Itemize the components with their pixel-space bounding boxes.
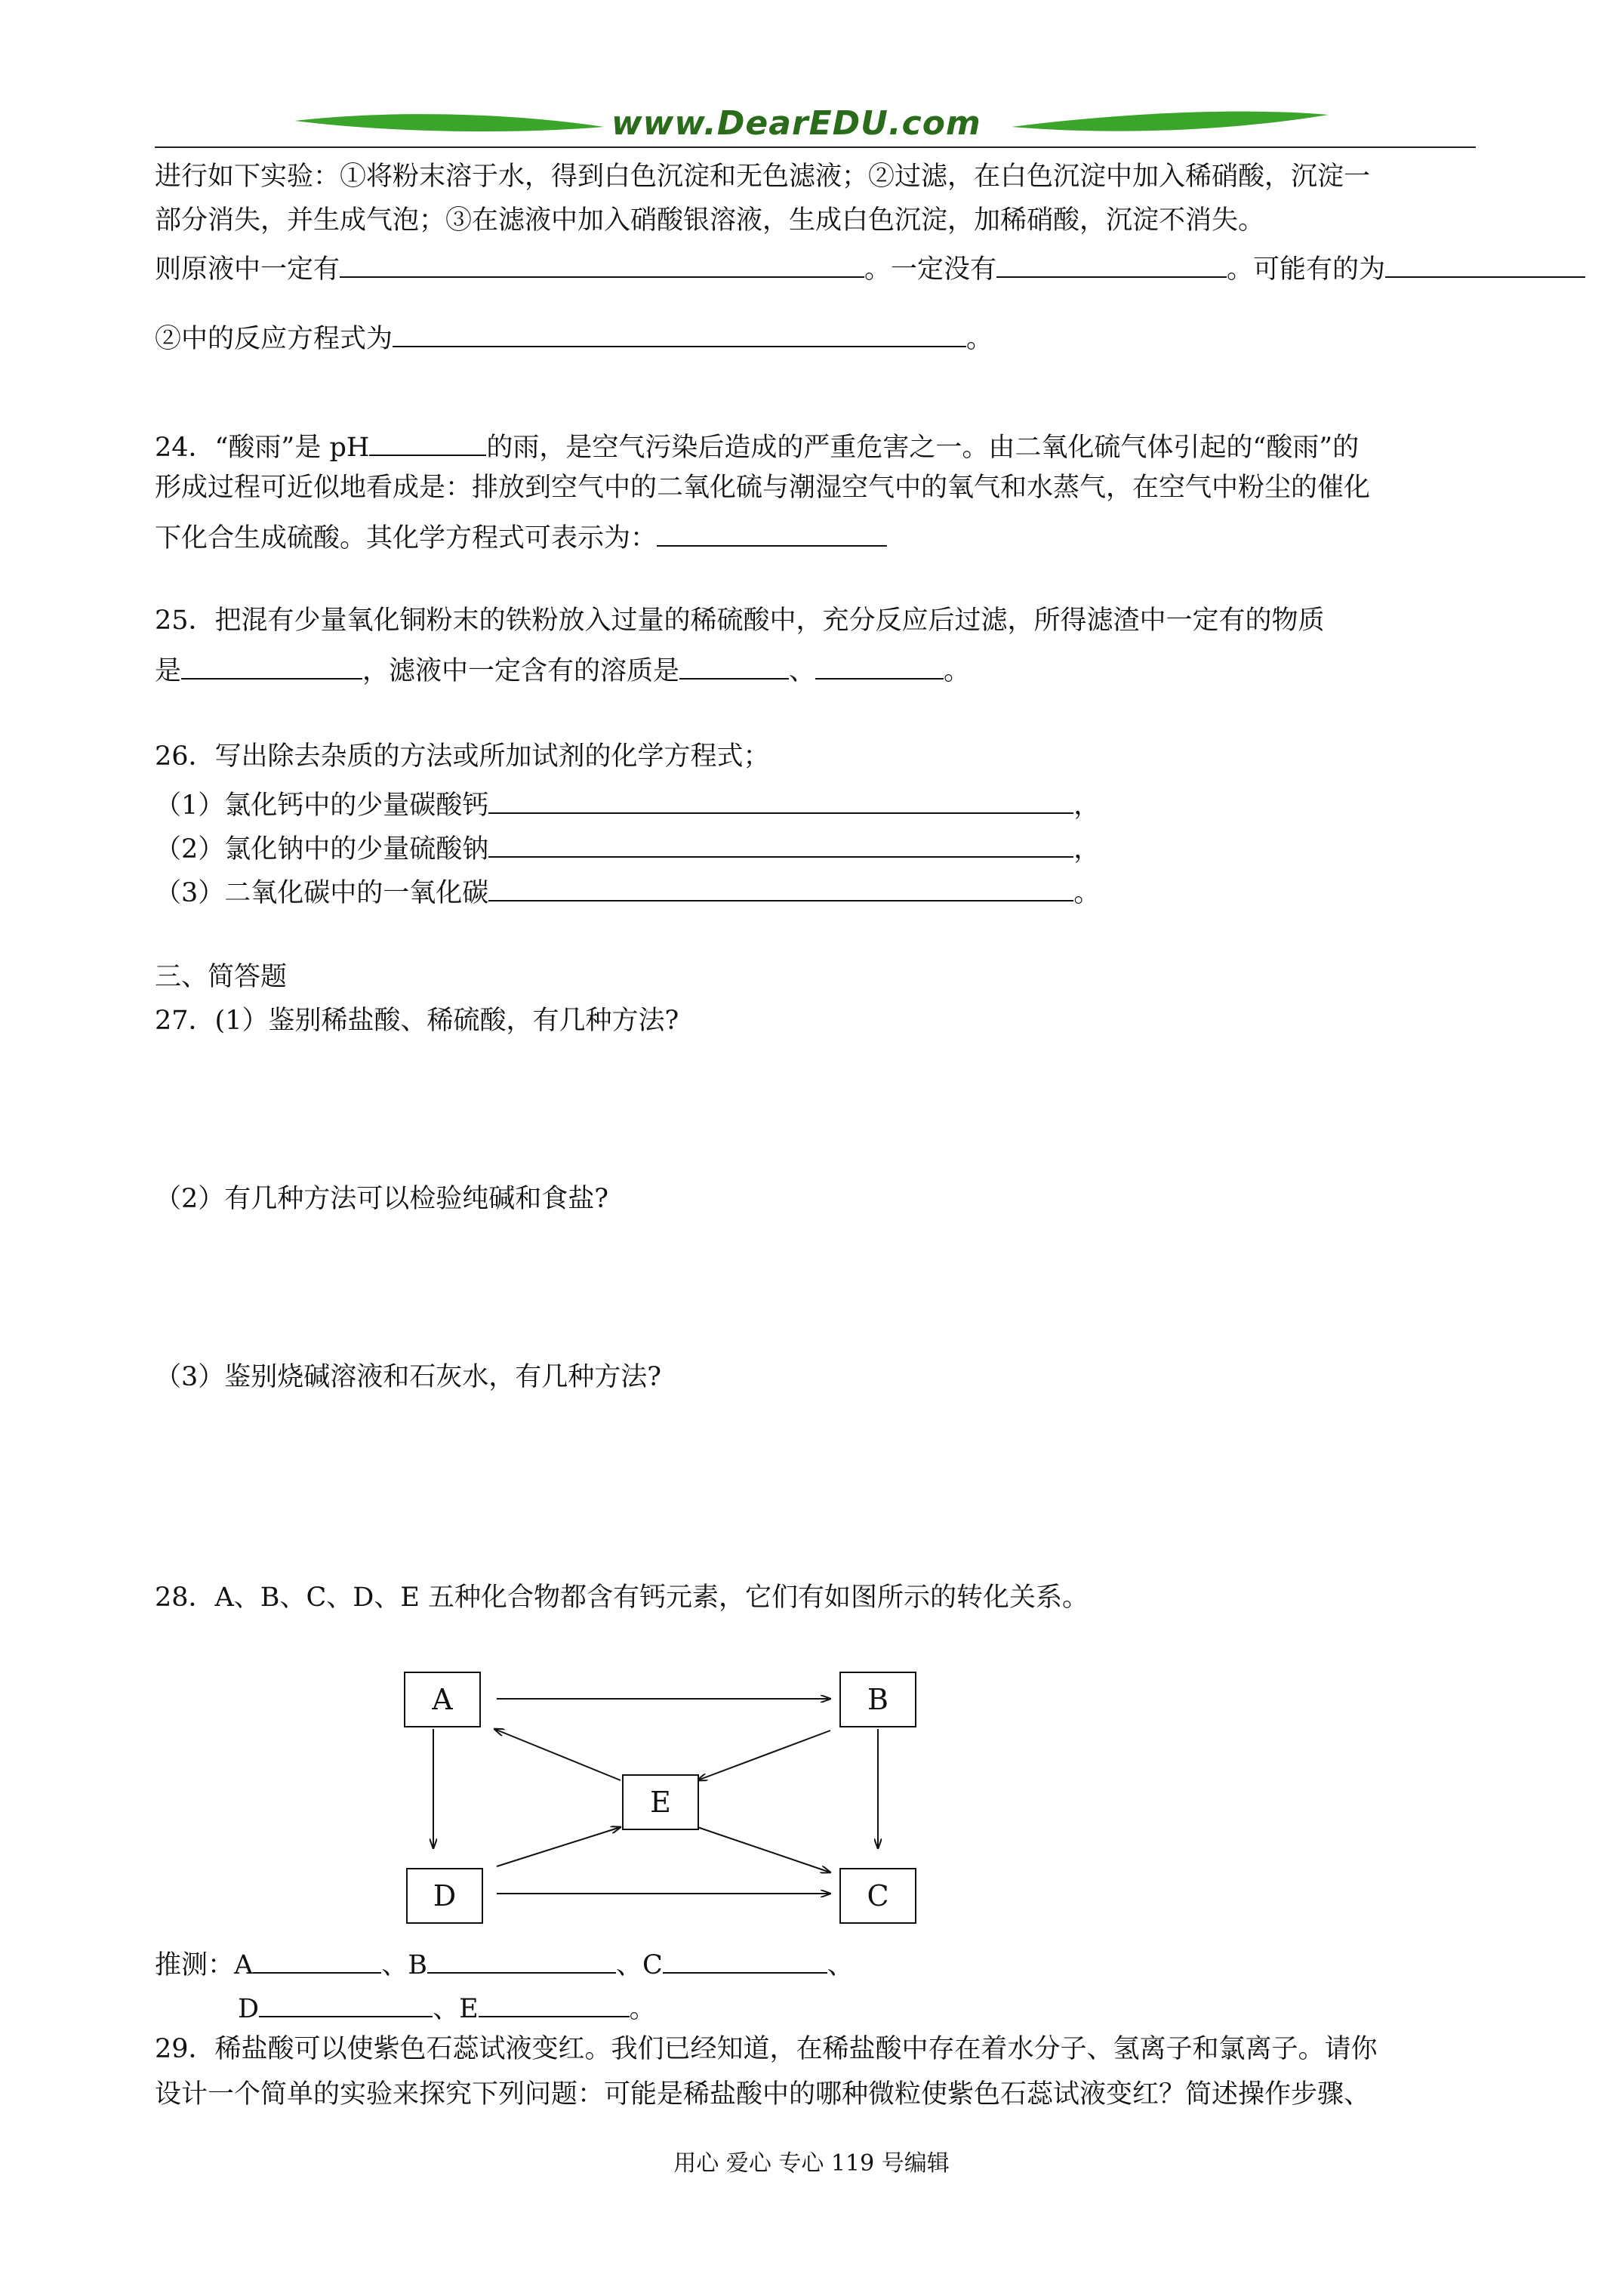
q25-text-a: 是	[155, 656, 182, 686]
q27-part2: （2）有几种方法可以检验纯碱和食盐?	[155, 1184, 609, 1214]
q23-line1: 进行如下实验：①将粉末溶于水，得到白色沉淀和无色滤液；②过滤，在白色沉淀中加入稀硝酸，沉淀一	[155, 162, 1371, 192]
q23-line3	[155, 246, 1585, 288]
answer-blank[interactable]	[259, 1986, 433, 2017]
q23-eq-label: ②中的反应方程式为	[155, 324, 393, 354]
section-heading: 三、简答题	[155, 962, 288, 992]
answer-blank[interactable]	[488, 782, 1073, 814]
answer-blank[interactable]	[369, 424, 486, 456]
q28-title: 28．A、B、C、D、E 五种化合物都含有钙元素，它们有如图所示的转化关系。	[155, 1583, 1089, 1613]
q29-line1: 29．稀盐酸可以使紫色石蕊试液变红。我们已经知道，在稀盐酸中存在着水分子、氢离子和氯离子。请你	[155, 2034, 1378, 2064]
comma: ，	[1073, 791, 1101, 821]
q26-item2	[155, 826, 1100, 868]
q24-text-c: 下化合生成硫酸。其化学方程式可表示为：	[155, 523, 658, 553]
q24-line2: 形成过程可近似地看成是：排放到空气中的二氧化硫与潮湿空气中的氧气和水蒸气，在空气中粉尘的催化	[155, 473, 1371, 503]
q23-line2: 部分消失，并生成气泡；③在滤液中加入硝酸银溶液，生成白色沉淀，加稀硝酸，沉淀不消失。	[155, 205, 1265, 236]
q26-item2-text: （2）氯化钠中的少量硫酸钠	[155, 834, 489, 864]
node-d: D	[406, 1868, 483, 1924]
q29-line2: 设计一个简单的实验来探究下列问题：可能是稀盐酸中的哪种微粒使紫色石蕊试液变红？简述操作步骤、	[155, 2079, 1371, 2110]
comma: ，	[1073, 834, 1101, 864]
node-e: E	[622, 1774, 699, 1830]
q23-line4	[155, 316, 993, 357]
q23-text-a: 则原液中一定有	[155, 254, 340, 285]
q26-item3	[155, 870, 1100, 911]
answer-blank[interactable]	[427, 1942, 616, 1974]
q25-line2	[155, 648, 970, 689]
q24-line3	[155, 515, 887, 556]
arrow-e-a	[494, 1729, 621, 1780]
q28-guess-line1	[155, 1942, 854, 1983]
answer-blank[interactable]	[479, 1986, 630, 2017]
arrow-e-c	[698, 1827, 830, 1872]
q23-text-c: 。可能有的为	[1227, 254, 1386, 285]
answer-blank[interactable]	[679, 648, 789, 680]
node-b: B	[839, 1672, 916, 1727]
header-banner	[0, 0, 1623, 159]
q27-part3: （3）鉴别烧碱溶液和石灰水，有几种方法?	[155, 1362, 662, 1392]
q25-sep: 、	[789, 656, 816, 686]
arrow-d-e	[497, 1827, 621, 1866]
answer-blank[interactable]	[488, 870, 1073, 901]
answer-blank[interactable]	[181, 648, 362, 680]
q26-item1-text: （1）氯化钙中的少量碳酸钙	[155, 791, 489, 821]
guess-b-label: 、B	[381, 1950, 428, 1980]
node-a: A	[404, 1672, 481, 1727]
q26-item3-text: （3）二氧化碳中的一氧化碳	[155, 878, 489, 908]
arrow-b-e	[698, 1730, 830, 1780]
answer-blank[interactable]	[340, 246, 864, 278]
q27-part1: 27．(1）鉴别稀盐酸、稀硫酸，有几种方法?	[155, 1006, 679, 1036]
q23-text-b: 。一定没有	[864, 254, 997, 285]
answer-blank[interactable]	[253, 1942, 381, 1974]
answer-blank[interactable]	[488, 826, 1073, 858]
q26-item1	[155, 782, 1100, 824]
q24-line1	[155, 424, 1359, 466]
q25-line1: 25．把混有少量氧化铜粉末的铁粉放入过量的稀硫酸中，充分反应后过滤，所得滤渣中一定有的物质	[155, 606, 1325, 636]
answer-blank[interactable]	[815, 648, 944, 680]
answer-blank[interactable]	[393, 316, 966, 347]
node-c: C	[839, 1868, 916, 1924]
answer-blank[interactable]	[657, 515, 887, 547]
guess-label: 推测：A	[155, 1950, 254, 1980]
q26-title: 26．写出除去杂质的方法或所加试剂的化学方程式；	[155, 741, 770, 772]
q28-guess-line2	[238, 1986, 656, 2027]
period: 。	[944, 656, 971, 686]
guess-e-label: 、E	[433, 1994, 479, 2024]
answer-blank[interactable]	[996, 246, 1227, 278]
period: 。	[629, 1994, 656, 2024]
q24-text-a: 24．“酸雨”是 pH	[155, 433, 370, 463]
q24-text-b: 的雨，是空气污染后造成的严重危害之一。由二氧化硫气体引起的“酸雨”的	[486, 433, 1360, 463]
answer-blank[interactable]	[663, 1942, 827, 1974]
answer-blank[interactable]	[1385, 246, 1585, 278]
header-divider	[155, 146, 1476, 148]
period: 。	[966, 324, 993, 354]
site-logo[interactable]: www.DearEDU.com	[611, 104, 981, 143]
page-footer: 用心 爱心 专心 119 号编辑	[673, 2150, 950, 2177]
sep: 、	[827, 1950, 854, 1980]
guess-c-label: 、C	[616, 1950, 663, 1980]
period: 。	[1073, 878, 1101, 908]
q25-text-b: ，滤液中一定含有的溶质是	[362, 656, 680, 686]
guess-d-label: D	[238, 1994, 260, 2024]
